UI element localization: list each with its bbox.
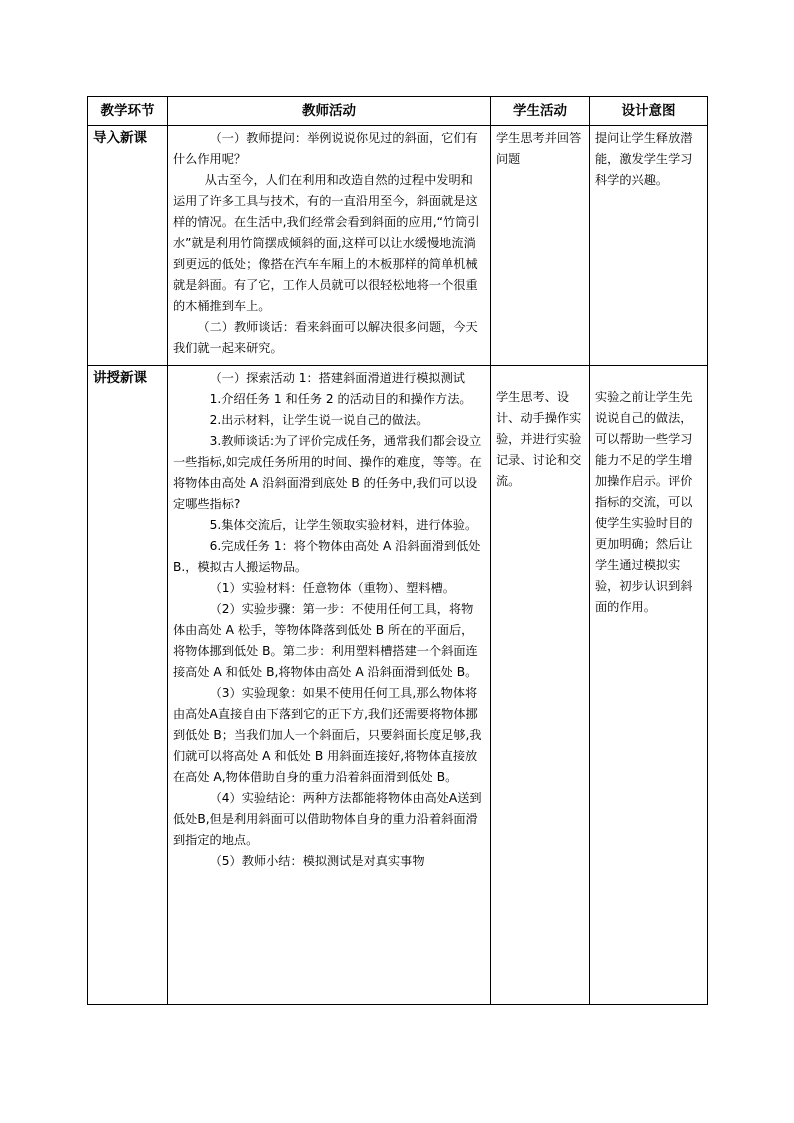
design-intent-cell: [590, 366, 708, 1005]
stage-cell: 导入新课: [88, 126, 168, 366]
spacer: [595, 368, 702, 387]
paragraph: （二）教师谈话：看来斜面可以解决很多问题，今天我们就一起来研究。: [173, 320, 478, 355]
teacher-activity-cell: [168, 366, 491, 1005]
paragraph: （一）探索活动 1：搭建斜面滑道进行模拟测试: [209, 371, 465, 385]
paragraph: 从古至今，人们在利用和改造自然的过程中发明和运用了许多工具与技术，有的一直沿用至今，斜面就是这样的情况。在生活中,我们经常会看到斜面的应用,“竹筒引水”就是利用竹筒摆成倾斜的面,这样可以让水缓慢地流淌到更远的低处；像搭在汽车车厢上的木板那样的简单机械就是斜面。有了它，工作人员就可以很轻松地将一个很重的木桶推到车上。: [173, 173, 480, 313]
student-activity-cell: 学生思考并回答问题: [491, 126, 590, 366]
paragraph: 1.介绍任务 1 和任务 2 的活动目的和操作方法。: [209, 392, 472, 406]
paragraph: 实验之前让学生先说说自己的做法，可以帮助一些学习能力不足的学生增加操作启示。评价指标的交流，可以使学生实验时目的更加明确；然后让学生通过模拟实验，初步认识到斜面的作用。: [595, 390, 693, 614]
lesson-plan-table: [87, 96, 708, 1005]
paragraph: （4）实验结论：两种方法都能将物体由高处A送到低处B,但是利用斜面可以借助物体自身的重力沿着斜面滑到指定的地点。: [173, 791, 482, 847]
paragraph: 6.完成任务 1：将个物体由高处 A 沿斜面滑到低处 B.，模拟古人搬运物品。: [173, 539, 481, 574]
stage-cell: 讲授新课: [88, 366, 168, 1005]
spacer: [496, 368, 584, 387]
paragraph: （5）教师小结：模拟测试是对真实事物: [209, 854, 425, 868]
paragraph: 5.集体交流后，让学生领取实验材料，进行体验。: [209, 518, 478, 532]
paragraph: （1）实验材料：任意物体（重物）、塑料槽。: [209, 581, 455, 595]
teacher-activity-cell: [168, 126, 491, 366]
design-intent-cell: 提问让学生释放潜能，激发学生学习科学的兴趣。: [590, 126, 708, 366]
paragraph: （3）实验现象：如果不使用任何工具,那么物体将由高处A直接自由下落到它的正下方,我们还需要将物体挪到低处 B；当我们加人一个斜面后，只要斜面长度足够,我们就可以将高处 A 和低处 B 用斜面连接好,将物体直接放在高处 A,物体借助自身的重力沿着斜面滑到低处 B。: [173, 686, 482, 784]
paragraph: 学生思考、设计、动手操作实验，并进行实验记录、讨论和交流。: [496, 390, 582, 488]
header-teacher-activity: 教师活动: [168, 97, 491, 126]
table-row: [88, 366, 708, 1005]
header-student-activity: 学生活动: [491, 97, 590, 126]
student-activity-cell: [491, 366, 590, 1005]
paragraph: 3.教师谈话:为了评价完成任务，通常我们都会设立一些指标,如完成任务所用的时间、操作的难度，等等。在将物体由高处 A 沿斜面滑到底处 B 的任务中,我们可以设定哪些指标?: [173, 434, 482, 511]
header-design-intent: 设计意图: [590, 97, 708, 126]
paragraph: （2）实验步骤：第一步：不使用任何工具，将物体由高处 A 松手，等物体降落到低处 B 所在的平面后，将物体挪到低处 B。第二步：利用塑料槽搭建一个斜面连接高处 A 和低处 B,将物体由高处 A 沿斜面滑到低处 B。: [173, 602, 478, 679]
table-row: [88, 126, 708, 366]
paragraph: （一）教师提问：举例说说你见过的斜面，它们有什么作用呢？: [173, 131, 478, 166]
paragraph: 2.出示材料，让学生说一说自己的做法。: [209, 413, 429, 427]
header-stage: 教学环节: [88, 97, 168, 126]
header-row: [88, 97, 708, 126]
